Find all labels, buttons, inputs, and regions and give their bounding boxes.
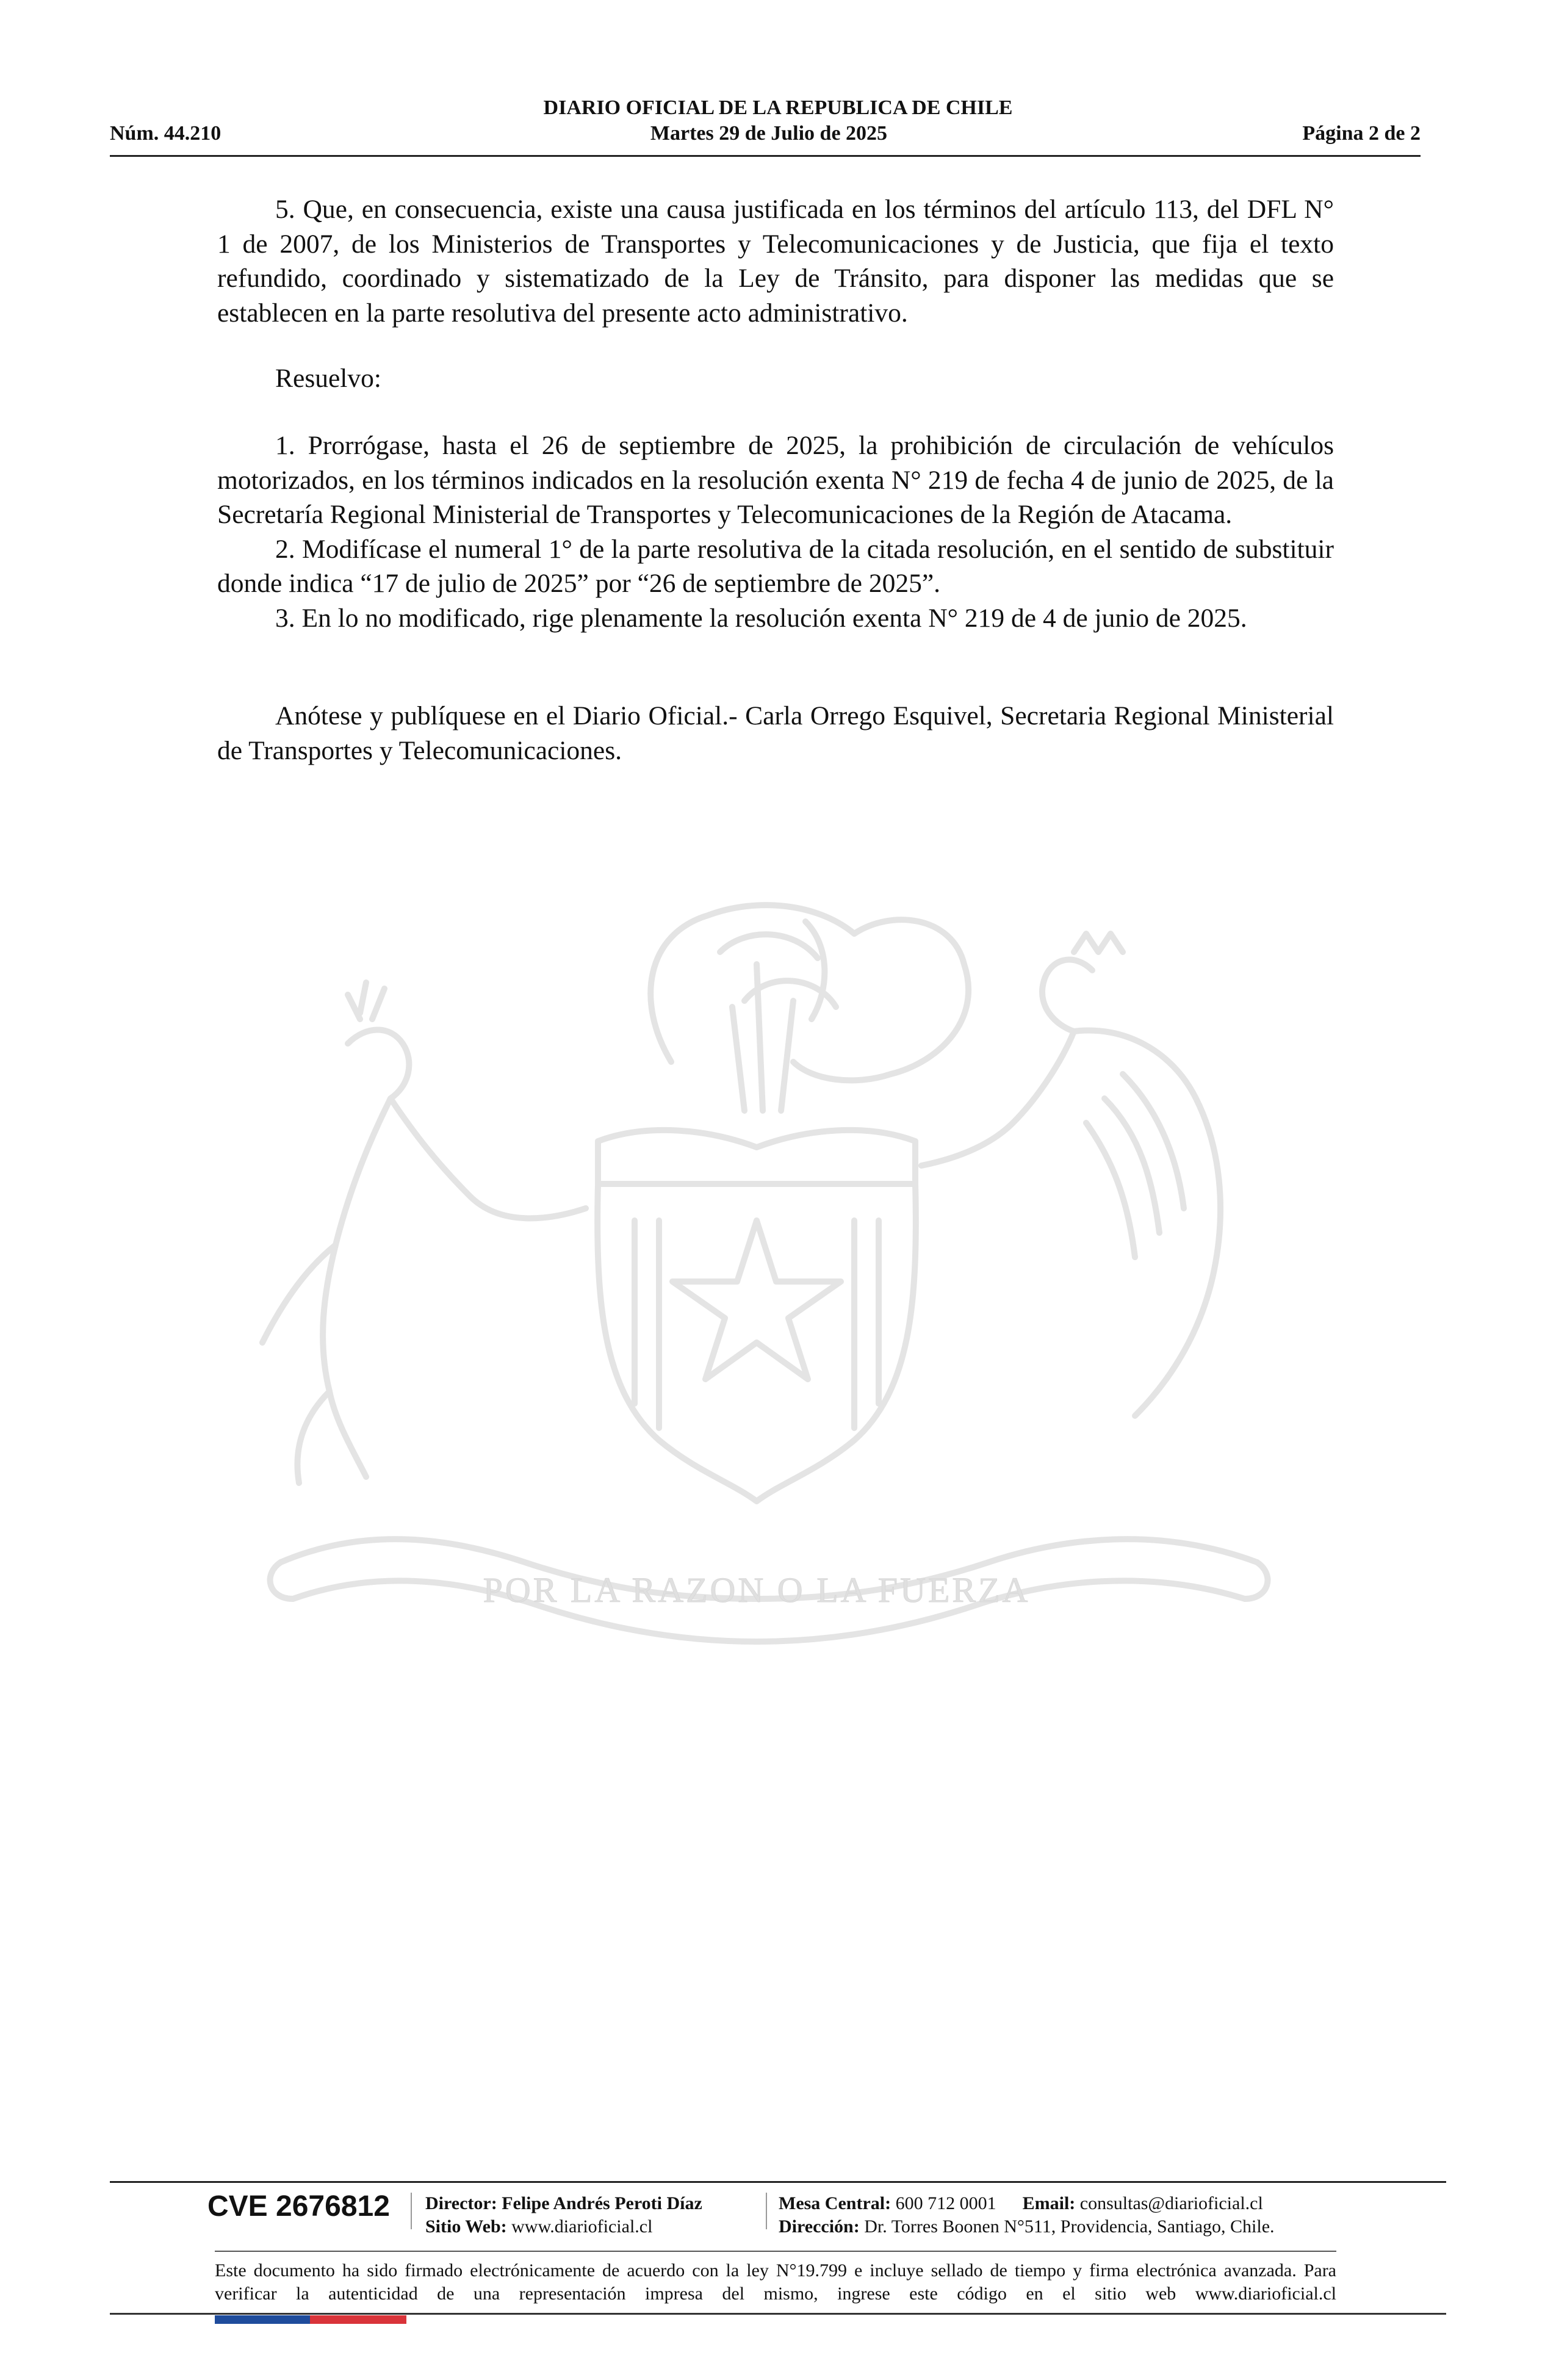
- body-paragraph-5: [217, 192, 1334, 330]
- resuelvo-heading: Resuelvo:: [275, 364, 381, 393]
- header-divider: [110, 155, 1421, 157]
- footer-top-rule: [110, 2181, 1446, 2183]
- email-link[interactable]: consultas@diarioficial.cl: [1079, 2193, 1263, 2213]
- flag-stripe-blue: [215, 2315, 310, 2324]
- mesa-label: Mesa Central:: [779, 2193, 891, 2213]
- director-line: [425, 2192, 702, 2215]
- director-value: Felipe Andrés Peroti Díaz: [502, 2193, 702, 2213]
- resolutive-item-2: 2. Modifícase el numeral 1° de la parte resolutiva de la citada resolución, en el sentido de substituir donde indica “17 de julio de 2025” por “26 de septiembre de 2025”.: [217, 534, 1334, 598]
- footer-mid-rule: [215, 2251, 1336, 2252]
- paragraph-5-text: 5. Que, en consecuencia, existe una causa justificada en los términos del artículo 113, del DFL N° 1 de 2007, de los Ministerios de Transportes y Telecomunicaciones y de Justicia, que fija el texto refundido, coordinado y sistematizado de la Ley de Tránsito, para disponer las medidas que se establecen en la parte resolutiva del presente acto administrativo.: [217, 195, 1334, 328]
- footer-separator: [766, 2193, 767, 2229]
- footer-separator: [411, 2193, 412, 2229]
- contact-line: [779, 2192, 1263, 2215]
- closing-block: [217, 699, 1334, 768]
- website-label: Sitio Web:: [425, 2216, 507, 2237]
- mesa-value: 600 712 0001: [895, 2193, 996, 2213]
- resolutive-items: [217, 428, 1334, 635]
- footer-bottom-rule: [110, 2313, 1446, 2315]
- flag-stripe-red: [310, 2315, 406, 2324]
- email-label: Email:: [1022, 2193, 1076, 2213]
- resolutive-item-1: 1. Prorrógase, hasta el 26 de septiembre de 2025, la prohibición de circulación de vehículos motorizados, en los términos indicados en la resolución exenta N° 219 de fecha 4 de junio de 2025, de la Secretaría Regional Ministerial de Transportes y Telecomunicaciones de la Región de Atacama.: [217, 431, 1334, 529]
- motto-text: POR LA RAZON O LA FUERZA: [483, 1570, 1031, 1610]
- website-line: [425, 2215, 652, 2238]
- address-value: Dr. Torres Boonen N°511, Providencia, Santiago, Chile.: [864, 2216, 1275, 2237]
- page-indicator: Página 2 de 2: [1302, 122, 1421, 145]
- address-label: Dirección:: [779, 2216, 860, 2237]
- cve-code: CVE 2676812: [207, 2190, 390, 2223]
- newspaper-title: DIARIO OFICIAL DE LA REPUBLICA DE CHILE: [543, 96, 1013, 119]
- coat-of-arms-watermark: [207, 879, 1336, 1660]
- director-label: Director:: [425, 2193, 497, 2213]
- resolutive-item-3: 3. En lo no modificado, rige plenamente la resolución exenta N° 219 de 4 de junio de 2025.: [275, 603, 1247, 633]
- website-link[interactable]: www.diarioficial.cl: [511, 2216, 653, 2237]
- issue-date: Martes 29 de Julio de 2025: [650, 122, 888, 145]
- address-line: [779, 2215, 1275, 2238]
- issue-number: Núm. 44.210: [110, 122, 222, 145]
- resuelvo-block: [217, 361, 1334, 396]
- signature-notice: Este documento ha sido firmado electrónicamente de acuerdo con la ley N°19.799 e incluye sellado de tiempo y firma electrónica avanzada. Para verificar la autenticidad de una representación impresa del mismo, ingrese este código en el sitio web www.diarioficial.cl: [215, 2260, 1336, 2304]
- closing-text: Anótese y publíquese en el Diario Oficial.- Carla Orrego Esquivel, Secretaria Regional Ministerial de Transportes y Telecomunicaciones.: [217, 701, 1334, 765]
